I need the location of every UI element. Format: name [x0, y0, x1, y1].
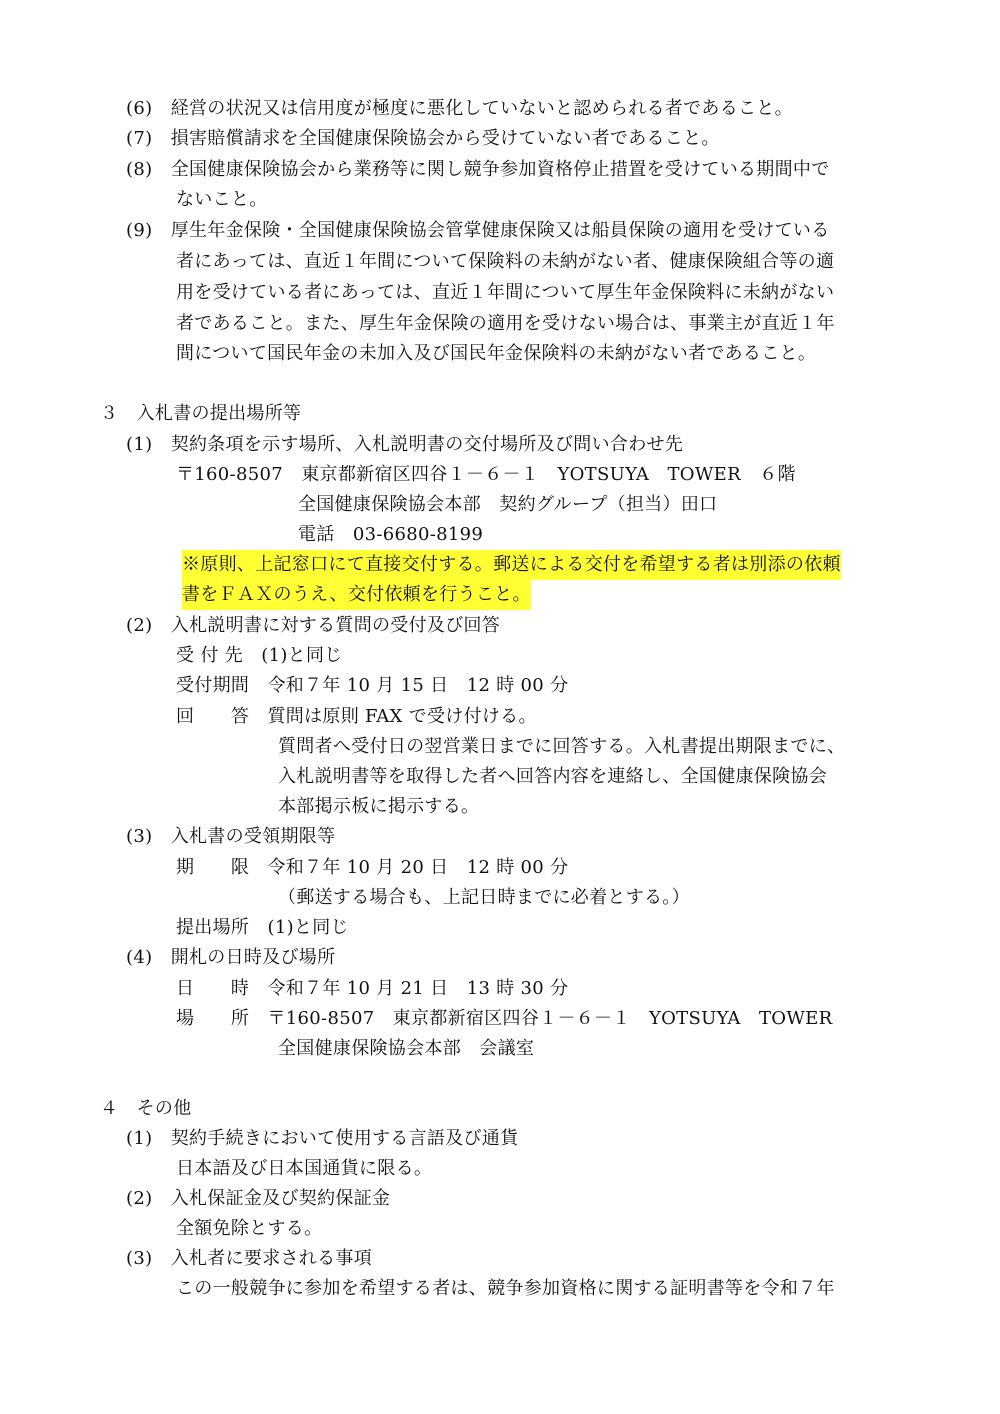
submission-place: 提出場所 (1)と同じ	[176, 917, 349, 938]
highlighted-note: ※原則、上記窓口にて直接交付する。郵送による交付を希望する者は別添の依頼	[182, 550, 841, 580]
subsection-4-2-heading: (2) 入札保証金及び契約保証金	[126, 1188, 391, 1209]
item-9-cont: 者にあっては、直近１年間について保険料の未納がない者、健康保険組合等の適	[176, 251, 835, 272]
section-3-heading: ３ 入札書の提出場所等	[100, 403, 302, 424]
item-8: (8) 全国健康保険協会から業務等に関し競争参加資格停止措置を受けている期間中で	[126, 159, 830, 180]
requirements-line: この一般競争に参加を希望する者は、競争参加資格に関する証明書等を令和７年	[176, 1278, 835, 1299]
subsection-3-2-heading: (2) 入札説明書に対する質問の受付及び回答	[126, 615, 501, 636]
subsection-3-4-heading: (4) 開札の日時及び場所	[126, 947, 336, 968]
highlighted-note-cont: 書をＦＡＸのうえ、交付依頼を行うこと。	[182, 580, 531, 610]
subsection-4-3-heading: (3) 入札者に要求される事項	[126, 1248, 372, 1269]
deadline-note: （郵送する場合も、上記日時までに必着とする。）	[278, 887, 690, 908]
item-9-cont: 間について国民年金の未加入及び国民年金保険料の未納がない者であること。	[176, 343, 817, 364]
answer-line-cont: 入札説明書等を取得した者へ回答内容を連絡し、全国健康保険協会	[278, 766, 827, 787]
opening-datetime: 日 時 令和７年 10 月 21 日 13 時 30 分	[176, 978, 569, 999]
address-line: 〒160-8507 東京都新宿区四谷１－６－１ YOTSUYA TOWER ６階	[176, 464, 796, 485]
deadline-line: 期 限 令和７年 10 月 20 日 12 時 00 分	[176, 857, 569, 878]
language-currency: 日本語及び日本国通貨に限る。	[176, 1158, 433, 1179]
deposit-exemption: 全額免除とする。	[176, 1218, 323, 1239]
office-line: 全国健康保険協会本部 契約グループ（担当）田口	[298, 494, 718, 515]
item-7: (7) 損害賠償請求を全国健康保険協会から受けていない者であること。	[126, 128, 720, 149]
section-4-heading: ４ その他	[100, 1098, 192, 1119]
reception-destination: 受 付 先 (1)と同じ	[176, 645, 343, 666]
opening-place-cont: 全国健康保険協会本部 会議室	[278, 1038, 535, 1059]
answer-line: 回 答 質問は原則 FAX で受け付ける。	[176, 706, 537, 727]
item-6: (6) 経営の状況又は信用度が極度に悪化していないと認められる者であること。	[126, 98, 793, 119]
item-9-cont: 用を受けている者にあっては、直近１年間について厚生年金保険料に未納がない	[176, 282, 835, 303]
reception-period: 受付期間 令和７年 10 月 15 日 12 時 00 分	[176, 675, 569, 696]
answer-line-cont: 本部掲示板に掲示する。	[278, 796, 480, 817]
item-8-cont: ないこと。	[176, 189, 268, 210]
answer-line-cont: 質問者へ受付日の翌営業日までに回答する。入札書提出期限までに、	[278, 736, 846, 757]
subsection-3-1-heading: (1) 契約条項を示す場所、入札説明書の交付場所及び問い合わせ先	[126, 434, 684, 455]
subsection-3-3-heading: (3) 入札書の受領期限等	[126, 826, 336, 847]
item-9: (9) 厚生年金保険・全国健康保険協会管掌健康保険又は船員保険の適用を受けている	[126, 220, 830, 241]
opening-place: 場 所 〒160-8507 東京都新宿区四谷１－６－１ YOTSUYA TOWER	[176, 1008, 833, 1029]
item-9-cont: 者であること。また、厚生年金保険の適用を受けない場合は、事業主が直近１年	[176, 313, 835, 334]
phone-line: 電話 03-6680-8199	[298, 524, 484, 545]
subsection-4-1-heading: (1) 契約手続きにおいて使用する言語及び通貨	[126, 1128, 519, 1149]
